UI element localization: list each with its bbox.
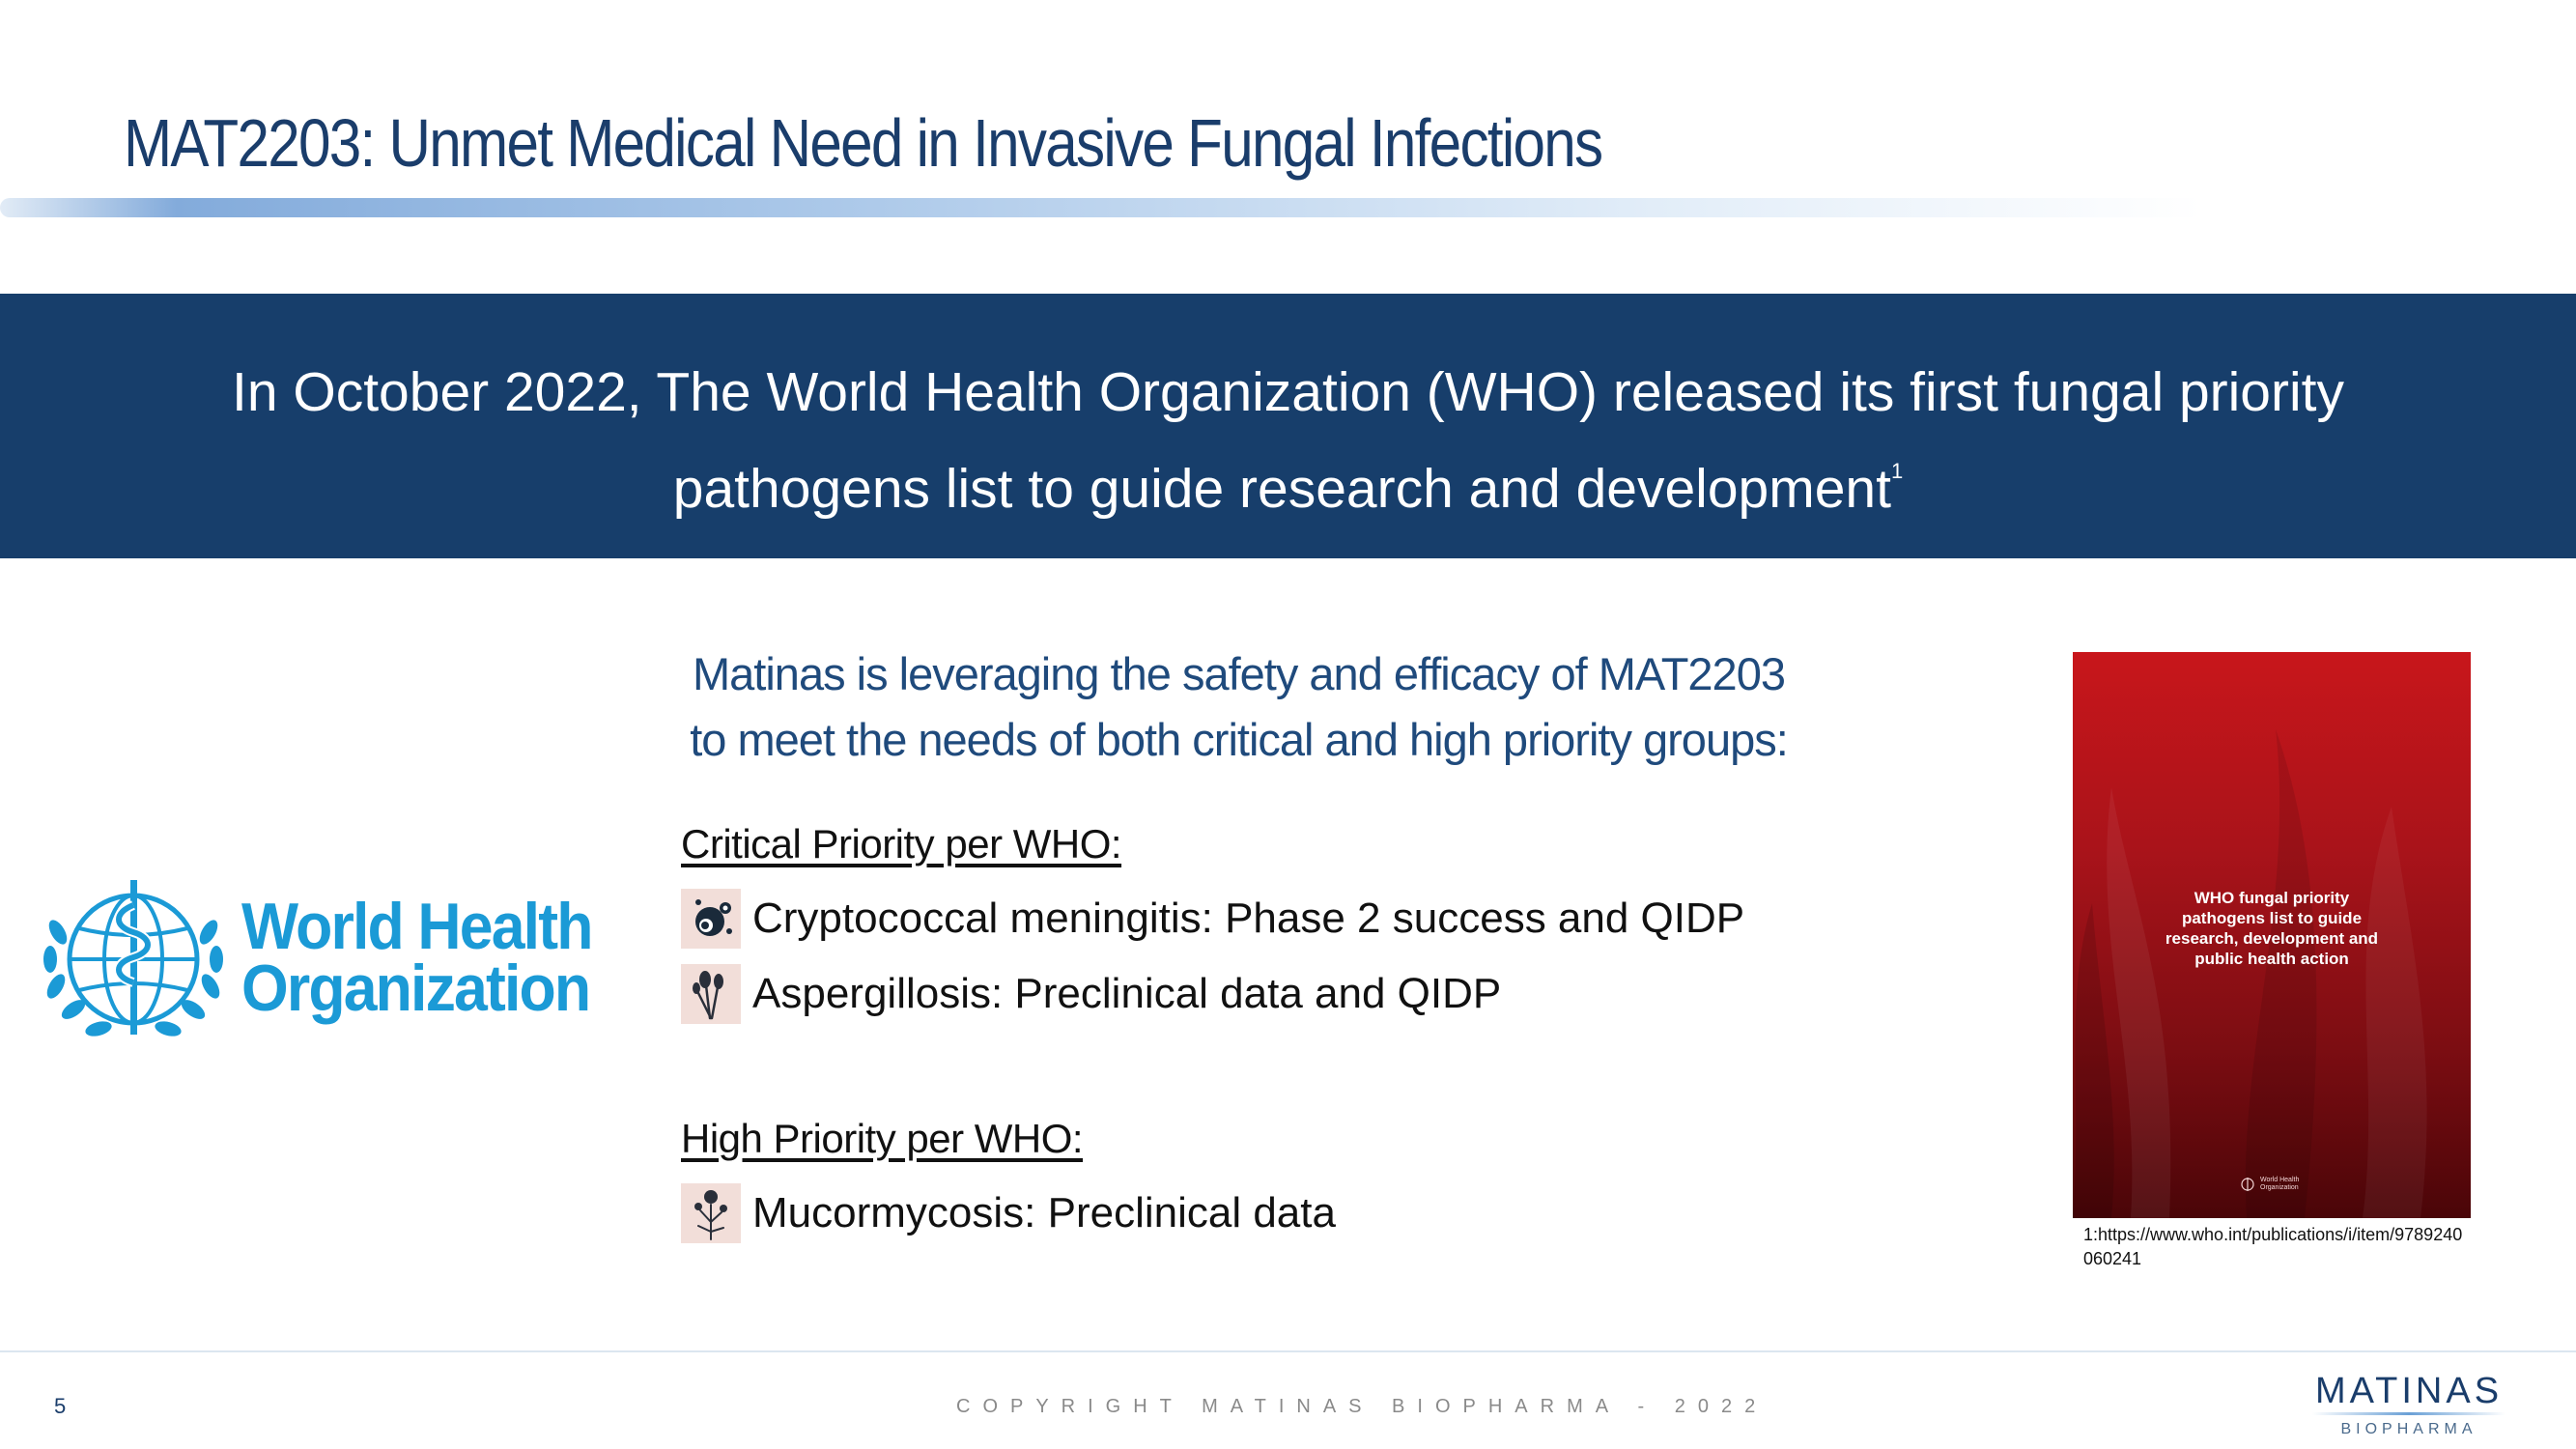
banner-footnote-ref: 1 [1890, 459, 1904, 483]
list-item [681, 962, 1744, 1026]
high-item-text: Mucormycosis: Preclinical data [752, 1189, 1336, 1236]
cover-who-emblem-icon [2239, 1177, 2256, 1192]
who-announcement-banner [0, 294, 2576, 558]
banner-line-2: pathogens list to guide research and development [672, 458, 1891, 520]
brand-divider [2312, 1412, 2505, 1415]
list-item [681, 1181, 1336, 1245]
title-underline-rule [0, 198, 2202, 217]
critical-item-text: Cryptococcal meningitis: Phase 2 success and QIDP [752, 895, 1745, 942]
leverage-line-1: Matinas is leveraging the safety and efficacy of MAT2203 [693, 648, 1785, 699]
cover-logo-line: World Health [2260, 1177, 2300, 1183]
critical-item-text: Aspergillosis: Preclinical data and QIDP [752, 970, 1502, 1017]
leverage-line-2: to meet the needs of both critical and high priority groups: [690, 714, 1788, 765]
who-logo-line-2: Organization [241, 952, 590, 1025]
who-logo-line-1: World Health [241, 890, 592, 963]
cover-title-line: public health action [2194, 950, 2349, 968]
footer-divider [0, 1350, 2576, 1352]
cover-title-line: WHO fungal priority [2194, 889, 2350, 907]
critical-priority-heading: Critical Priority per WHO: [681, 821, 1122, 867]
who-emblem-icon [37, 874, 230, 1048]
page-number: 5 [54, 1394, 67, 1418]
banner-text [0, 354, 2576, 528]
mucor-icon [681, 1183, 741, 1243]
matinas-logo [2303, 1372, 2515, 1438]
cover-logo-line: Organization [2260, 1184, 2299, 1191]
aspergillus-icon [681, 964, 741, 1024]
slide-title: MAT2203: Unmet Medical Need in Invasive Fungal Infections [124, 105, 1602, 181]
footnote: 1:https://www.who.int/publications/i/item/9789240060241 [2083, 1225, 2463, 1268]
leverage-statement [541, 641, 1937, 773]
high-priority-heading: High Priority per WHO: [681, 1116, 1084, 1161]
cover-who-logo [2239, 1177, 2299, 1192]
list-item [681, 887, 1744, 951]
cover-title-line: pathogens list to guide [2181, 909, 2363, 927]
cryptococcus-icon [681, 889, 741, 949]
critical-priority-section [681, 821, 1744, 1026]
brand-subtitle: BIOPHARMA [2340, 1421, 2477, 1437]
brand-name: MATINAS [2314, 1371, 2504, 1411]
banner-line-1: In October 2022, The World Health Organization (WHO) released its first fungal priority [232, 361, 2344, 423]
copyright-text: COPYRIGHT MATINAS BIOPHARMA - 2022 [956, 1396, 1769, 1417]
cover-title-line: research, development and [2165, 929, 2379, 948]
high-priority-section [681, 1116, 1336, 1245]
cover-title [2073, 888, 2471, 969]
who-logo-wordmark [241, 890, 592, 1025]
who-report-cover [2073, 652, 2471, 1218]
